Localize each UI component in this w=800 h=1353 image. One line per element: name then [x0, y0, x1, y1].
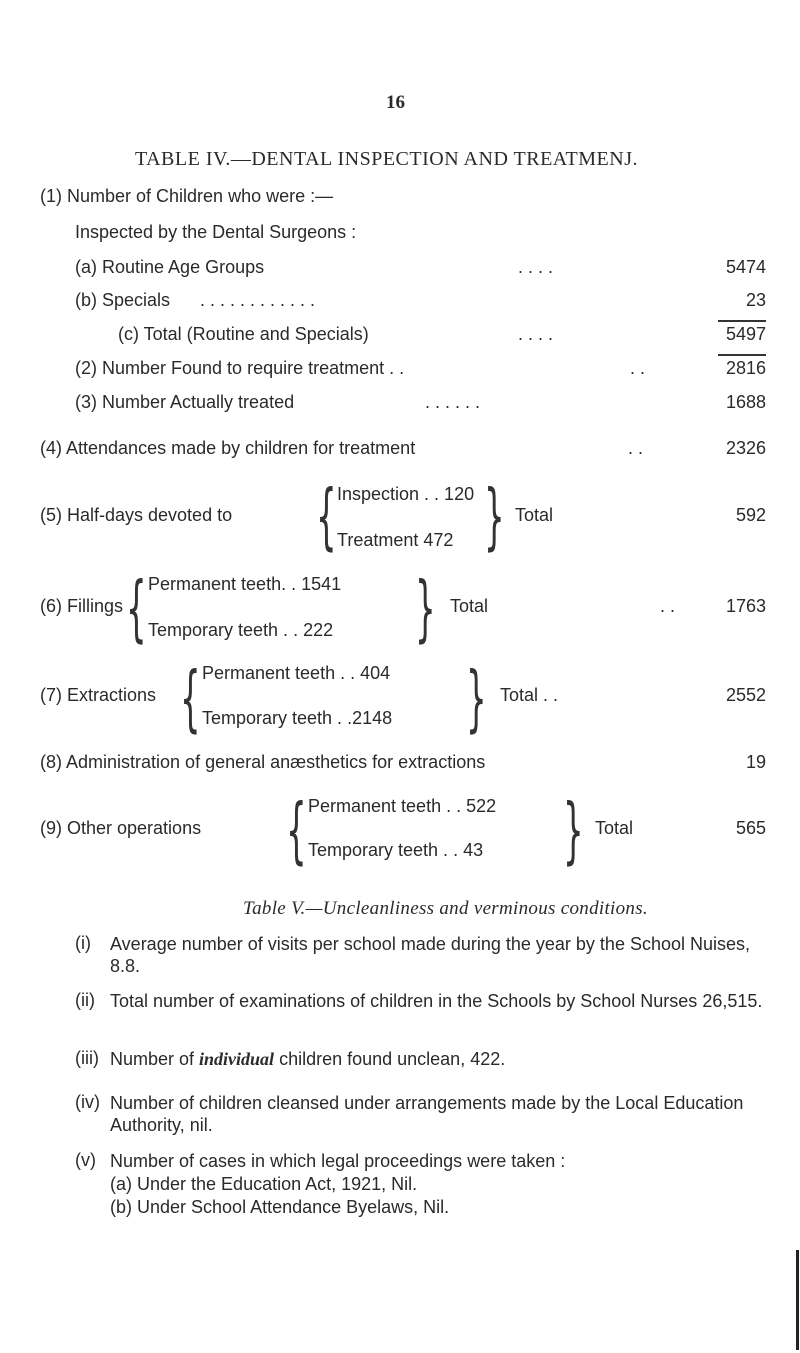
item-7-label: (7) Extractions [40, 685, 157, 705]
item-6-right-brace: } [415, 566, 436, 650]
scan-edge-mark [796, 1250, 799, 1350]
item-i-text: Average number of visits per school made during the year by the School Nuises, 8.8. [110, 934, 751, 976]
item-iii-emphasis: individual [199, 1049, 275, 1069]
item-4-label: (4) Attendances made by children for treatment [40, 438, 416, 458]
page-number: 16 [386, 92, 405, 113]
item-4-value: 2326 [725, 438, 766, 458]
row-a-label: (a) Routine Age Groups [75, 257, 265, 277]
row-a-dots: . . . . [518, 257, 554, 277]
item-2-value: 2816 [725, 358, 766, 378]
item-4-dots: . . [628, 438, 644, 458]
item-iii-post: children found unclean, 422. [274, 1049, 506, 1069]
item-7-total-label: Total . . [500, 685, 559, 705]
item-7-left-brace: { [180, 656, 201, 740]
item-i-num: (i) [75, 933, 91, 953]
item-6-dots: . . [660, 596, 676, 616]
row-c-label: (c) Total (Routine and Specials) [118, 324, 369, 344]
item-7-value: 2552 [725, 685, 766, 705]
item-8-value: 19 [745, 752, 766, 772]
item-9-line1: Permanent teeth . . 522 [308, 796, 497, 816]
item-ii-text: Total number of examinations of children in the Schools by School Nurses 26,515. [110, 991, 763, 1011]
item-iv-num: (iv) [75, 1092, 100, 1112]
item-9-value: 565 [735, 818, 766, 838]
item-9-right-brace: } [563, 788, 584, 872]
item-9-line2: Temporary teeth . . 43 [308, 840, 484, 860]
item-v-b: (b) Under School Attendance Byelaws, Nil. [110, 1197, 450, 1217]
item-1-label: (1) Number of Children who were :— [40, 186, 334, 206]
item-v-text: Number of cases in which legal proceedings were taken : [110, 1151, 566, 1171]
item-2-label: (2) Number Found to require treatment . . [75, 358, 405, 378]
item-7-line1: Permanent teeth . . 404 [202, 663, 391, 683]
item-7-right-brace: } [466, 656, 487, 740]
sum-rule-2 [718, 354, 766, 356]
item-6-value: 1763 [725, 596, 766, 616]
row-a-value: 5474 [725, 257, 766, 277]
item-6-line2: Temporary teeth . . 222 [148, 620, 334, 640]
item-5-left-brace: { [316, 474, 337, 558]
item-ii-num: (ii) [75, 990, 95, 1010]
item-2-dots: . . [630, 358, 646, 378]
item-9-total-label: Total [595, 818, 634, 838]
item-6-line1: Permanent teeth. . 1541 [148, 574, 342, 594]
item-3-value: 1688 [725, 392, 766, 412]
item-9-left-brace: { [286, 788, 307, 872]
item-9-label: (9) Other operations [40, 818, 202, 838]
item-8-label: (8) Administration of general anæsthetics for extractions [40, 752, 486, 772]
item-6-total-label: Total [450, 596, 489, 616]
item-5-label: (5) Half-days devoted to [40, 505, 233, 525]
row-b-dots: . . . . . . . . . . . . [200, 290, 316, 310]
item-iii-pre: Number of [110, 1049, 200, 1069]
table-v-title: Table V.—Uncleanliness and verminous conditions. [243, 898, 648, 919]
row-c-dots: . . . . [518, 324, 554, 344]
item-iii-text [110, 1048, 770, 1070]
item-1-sub: Inspected by the Dental Surgeons : [75, 222, 357, 242]
item-6-label: (6) Fillings [40, 596, 124, 616]
row-b-label: (b) Specials [75, 290, 171, 310]
item-5-value: 592 [735, 505, 766, 525]
item-5-total-label: Total [515, 505, 554, 525]
item-5-right-brace: } [484, 474, 505, 558]
table-iv-title: TABLE IV.—DENTAL INSPECTION AND TREATMENJ. [135, 148, 638, 170]
item-iii-num: (iii) [75, 1048, 99, 1068]
item-3-label: (3) Number Actually treated [75, 392, 295, 412]
item-5-line2: Treatment 472 [337, 530, 454, 550]
item-6-left-brace: { [126, 566, 147, 650]
item-7-line2: Temporary teeth . .2148 [202, 708, 393, 728]
row-b-value: 23 [745, 290, 766, 310]
row-c-value: 5497 [725, 324, 766, 344]
item-v-num: (v) [75, 1150, 96, 1170]
item-5-line1: Inspection . . 120 [337, 484, 475, 504]
sum-rule-1 [718, 320, 766, 322]
item-v-a: (a) Under the Education Act, 1921, Nil. [110, 1174, 418, 1194]
item-iv-text: Number of children cleansed under arrangements made by the Local Education Authority, nil. [110, 1093, 744, 1135]
item-3-dots: . . . . . . [425, 392, 481, 412]
